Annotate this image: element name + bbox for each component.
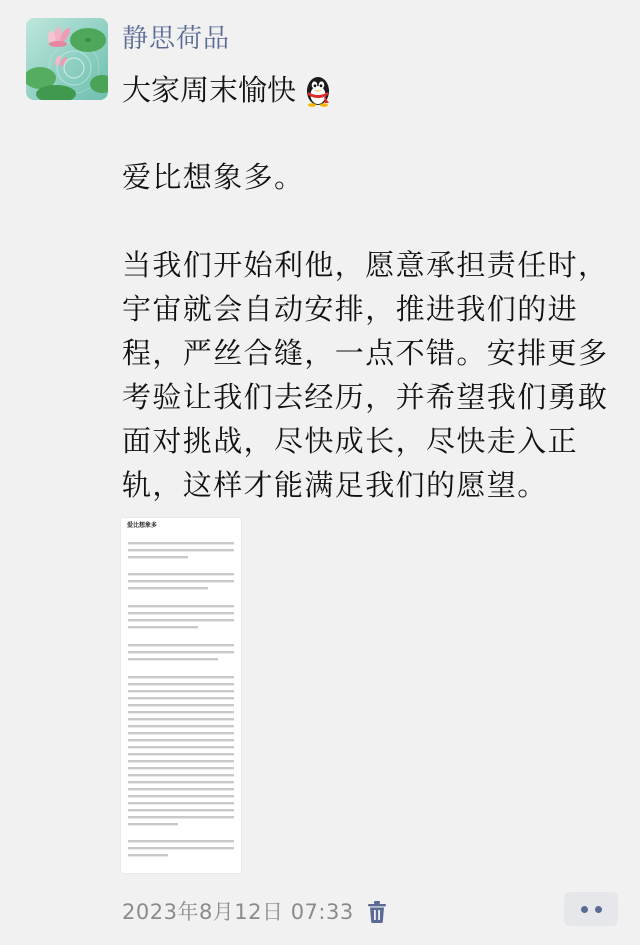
attached-image[interactable] <box>121 518 241 873</box>
paragraph-2: 当我们开始利他，愿意承担责任时，宇宙就会自动安排，推进我们的进程，严丝合缝，一点不错。安排更多考验让我们去经历，并希望我们勇敢面对挑战，尽快成长，尽快走入正轨，这样才能满足我们的愿望。 <box>122 248 609 502</box>
more-button[interactable] <box>564 892 618 926</box>
avatar[interactable] <box>26 18 108 100</box>
post-content <box>122 155 622 507</box>
attached-image-title: 爱比想象多 <box>127 522 158 529</box>
greeting-line <box>122 70 336 110</box>
lotus-pond-avatar-image <box>26 18 108 100</box>
qq-penguin-icon <box>300 72 336 108</box>
timestamp: 2023年8月12日 07:33 <box>122 900 354 924</box>
post-footer <box>122 898 388 926</box>
more-dots-icon <box>581 906 588 913</box>
author-name[interactable]: 静思荷品 <box>122 24 231 54</box>
more-dots-icon <box>595 906 602 913</box>
paragraph-1: 爱比想象多。 <box>122 160 305 194</box>
greeting-text: 大家周末愉快 <box>122 73 297 107</box>
attached-image-text-lines <box>121 518 241 873</box>
trash-icon[interactable] <box>366 900 388 924</box>
